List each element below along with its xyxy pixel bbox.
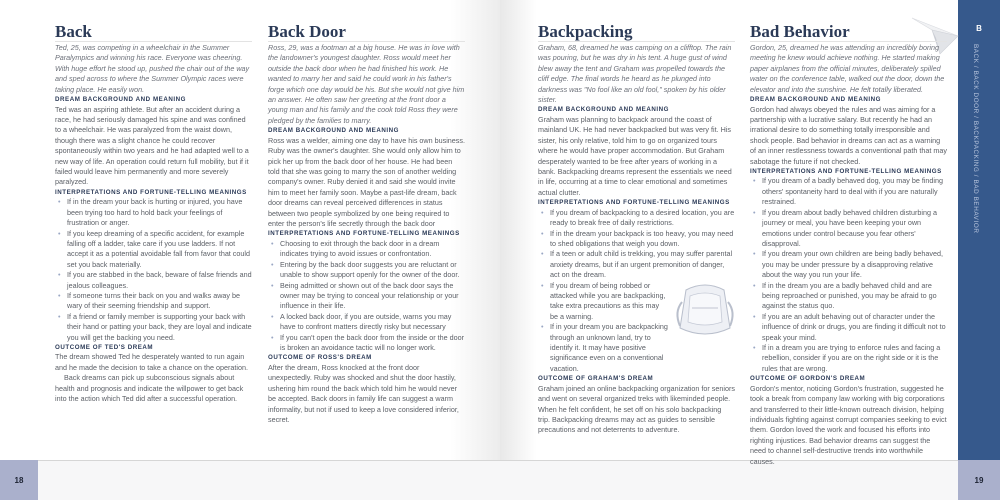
section-heading: OUTCOME OF TED'S DREAM [55, 343, 154, 351]
list-item: • If in the dream your backpack is too heavy, you may need to shed obligations that weigh you down. [538, 229, 735, 250]
background-text: Graham was planning to backpack around the coast of mainland UK. He had never backpacked but was very fit. His sister, his only relative, told him to go on organized tours where he would have proper accommodation. But Graham desperately wanted to be free after years of working in a bank. Backpacking dreams represent the essentials we need in life, occurring at a time to clear emotional and sometimes actual clutter. [538, 114, 732, 197]
entry-bad-behavior [750, 22, 947, 467]
list-item: • If you are an adult behaving out of character under the influence of drink or drugs, you are finding it difficult not to speak your mind. [750, 312, 947, 343]
outcome-text: Back dreams can pick up subconscious signals about health and prognosis and indicate the willpower to get back into the action which Ted did after a successful operation. [55, 373, 244, 404]
entry-title: Back [55, 22, 252, 42]
section-heading: INTERPRETATIONS AND FORTUNE-TELLING MEANINGS [268, 230, 460, 238]
dream-story: Ross, 29, was a footman at a big house. He was in love with the landowner's youngest daughter. Ross would meet her outside the back door when he had finished his work. He wanted to marry her and said he could work in his father's forge which one day would be his. But she would not give him an answer. He often saw her greeting at the front door a young man and his family and the cook told Ross they were pledged by the families to marry. [268, 43, 465, 125]
list-item: • If someone turns their back on you and walks away be wary of their seeming friendship and support. [55, 291, 252, 312]
list-item: • If in the dream you are a badly behaved child and are being reproached or punished, you may be afraid to go against the status quo. [750, 281, 947, 312]
list-item: • If you dream of backpacking to a desired location, you are ready to break free of daily restrictions. [538, 208, 735, 229]
interpretation-list [55, 197, 252, 343]
entry-title: Bad Behavior [750, 22, 947, 42]
list-item: • Choosing to exit through the back door in a dream indicates trying to avoid issues or confrontation. [268, 239, 465, 260]
dream-story: Graham, 68, dreamed he was camping on a clifftop. The rain was pouring, but he was dry in his tent. A huge gust of wind blew away the tent and Graham was propelled towards the cliff edge. The final words he heard as he plunged into darkness was "No fool like an old fool," spoken by his older sister. [538, 43, 732, 105]
list-item: • If you dream your own children are being badly behaved, you may be under pressure by a disapproving relative about the way you run your life. [750, 249, 947, 280]
outcome-text: Gordon's mentor, noticing Gordon's frustration, suggested he took a break from company law working with big corporations and transferred to their little-known outreach division, helping individuals fighting against corrupt companies seeking to evict them. Gordon loved the work and focused his efforts into righting injustices. Bad behavior dreams can suggest the need to channel self-destructive trends into worthwhile causes. [750, 383, 947, 466]
list-item: • If in the dream your back is hurting or injured, you have been trying too hard to hold back your feelings of frustration or anger. [55, 197, 252, 228]
section-heading: DREAM BACKGROUND AND MEANING [538, 106, 670, 114]
list-item: • A locked back door, if you are outside, warns you may have to confront matters directly risky but necessary [268, 312, 465, 333]
section-heading: DREAM BACKGROUND AND MEANING [268, 127, 400, 135]
list-item: • If you can't open the back door from the inside or the door is broken an avoidance tactic will no longer work. [268, 333, 465, 354]
list-item: • Being admitted or shown out of the back door says the owner may be trying to conceal your relationship or your influence in their life. [268, 281, 465, 312]
entry-title: Back Door [268, 22, 465, 42]
outcome-text: After the dream, Ross knocked at the front door unexpectedly. Ruby was shocked and shut the door hastily, ushering him round the back which told him he would never be accepted. Back doors in family life can suggest a warm informality, but not if used to keep a love considered inferior, secret. [268, 362, 459, 424]
background-text: Ross was a welder, aiming one day to have his own business. Ruby was the owner's daughter. She would only allow him to pick her up from the back door of her house. He had been told that she was going to marry the son of another welding company's owner. Ruby denied it and said she would invite him to meet her family soon. Maybe a past-life dream, back door dreams can reveal perceived differences in status between two people symbolized by one being required to enter the person's life secretly through the back door [268, 135, 465, 228]
list-item: • If you dream of a badly behaved dog, you may be finding others' spontaneity hard to deal with if you are naturally restrained. [750, 176, 947, 207]
list-item: • Entering by the back door suggests you are reluctant or unable to show support openly for the owner of the door. [268, 260, 465, 281]
list-item: • If in a dream you are trying to enforce rules and facing a rebellion, consider if you are on the right side or it is the rules that are wrong. [750, 343, 947, 374]
outcome-text: The dream showed Ted he desperately wanted to run again and he made the decision to take a chance on the operation. [55, 352, 249, 372]
list-item: • If a friend or family member is supporting your back with their hand or patting your back, they are loyal and indicate you will get the backing you need. [55, 312, 252, 343]
entry-back-door [268, 22, 465, 425]
entry-backpacking [538, 22, 735, 436]
running-head: BACK / BACK DOOR / BACKPACKING / BAD BEHAVIOR [972, 44, 979, 234]
section-heading: OUTCOME OF ROSS'S DREAM [268, 354, 372, 362]
dream-story: Ted, 25, was competing in a wheelchair in the Summer Paralympics and winning his race. Everyone was cheering. With huge effort he stood up, pushed the chair out of the way and sped across to where the Summer Olympic races were taking place. He easily won. [55, 43, 250, 94]
list-item: • If you dream of being robbed or attacked while you are backpacking, take extra precautions as this may be a warning. [538, 281, 735, 323]
background-text: Gordon had always obeyed the rules and was aiming for a partnership with a lucrative salary. But recently he had an irrational desire to do something totally irresponsible and shock people. Bad behavior in dreams can act as a warning of an inner restlessness towards a conventional path that may sabotage the future if not checked. [750, 104, 947, 166]
outcome-text: Graham joined an online backpacking organization for seniors and went on several organized treks with likeminded people. When he felt confident, he set off on his solo backpacking trip. Backpacking dreams may act as guides to sensible precautions and not deterrents to adventure. [538, 383, 735, 435]
interpretation-list [750, 176, 947, 374]
section-heading: DREAM BACKGROUND AND MEANING [750, 96, 882, 104]
interpretation-list [268, 239, 465, 353]
section-heading: OUTCOME OF GORDON'S DREAM [750, 375, 866, 383]
entry-title: Backpacking [538, 22, 735, 42]
list-item: • If in your dream you are backpacking through an unknown land, try to identify it. It may have positive significance even on a conventional vacation. [538, 322, 735, 374]
list-item: • If you dream about badly behaved children disturbing a journey or meal, you have been keeping your own emotions under control because you fear others' disapproval. [750, 208, 947, 250]
list-item: • If you are stabbed in the back, beware of false friends and jealous colleagues. [55, 270, 252, 291]
section-heading: OUTCOME OF GRAHAM'S DREAM [538, 375, 654, 383]
dream-story: Gordon, 25, dreamed he was attending an incredibly boring meeting he knew would achieve nothing. He started making paper airplanes from the official minutes, deliberately spilled water on the conference table, walked out the door, down the elevator and into the sunshine. He felt totally liberated. [750, 43, 945, 94]
section-heading: DREAM BACKGROUND AND MEANING [55, 96, 187, 104]
backpack-illustration [672, 282, 738, 338]
list-item: • If a teen or adult child is trekking, you may suffer parental anxiety dreams, but if an urgent premonition of danger, act on the dream. [538, 249, 735, 280]
section-heading: INTERPRETATIONS AND FORTUNE-TELLING MEANINGS [55, 188, 247, 196]
list-item: • If you keep dreaming of a specific accident, for example falling off a ladder, take care if you use ladders. If not accept it as a potential avoidable fall from favor that could set you back materially. [55, 229, 252, 271]
section-letter: B [976, 24, 982, 33]
page-number-left: 18 [0, 460, 38, 500]
section-tab [958, 0, 1000, 460]
page-number-right: 19 [958, 460, 1000, 500]
section-heading: INTERPRETATIONS AND FORTUNE-TELLING MEANINGS [538, 199, 730, 207]
section-heading: INTERPRETATIONS AND FORTUNE-TELLING MEANINGS [750, 167, 942, 175]
background-text: Ted was an aspiring athlete. But after an accident during a race, he had seriously damaged his spine and was confined to a wheelchair. He was paralyzed from the waist down, though there was a slight chance he could recover spontaneously within two years and he had adapted well to a new way of life. An operation could return full mobility, but if it failed would leave him permanently and more severely paralyzed. [55, 104, 249, 187]
entry-back [55, 22, 252, 405]
